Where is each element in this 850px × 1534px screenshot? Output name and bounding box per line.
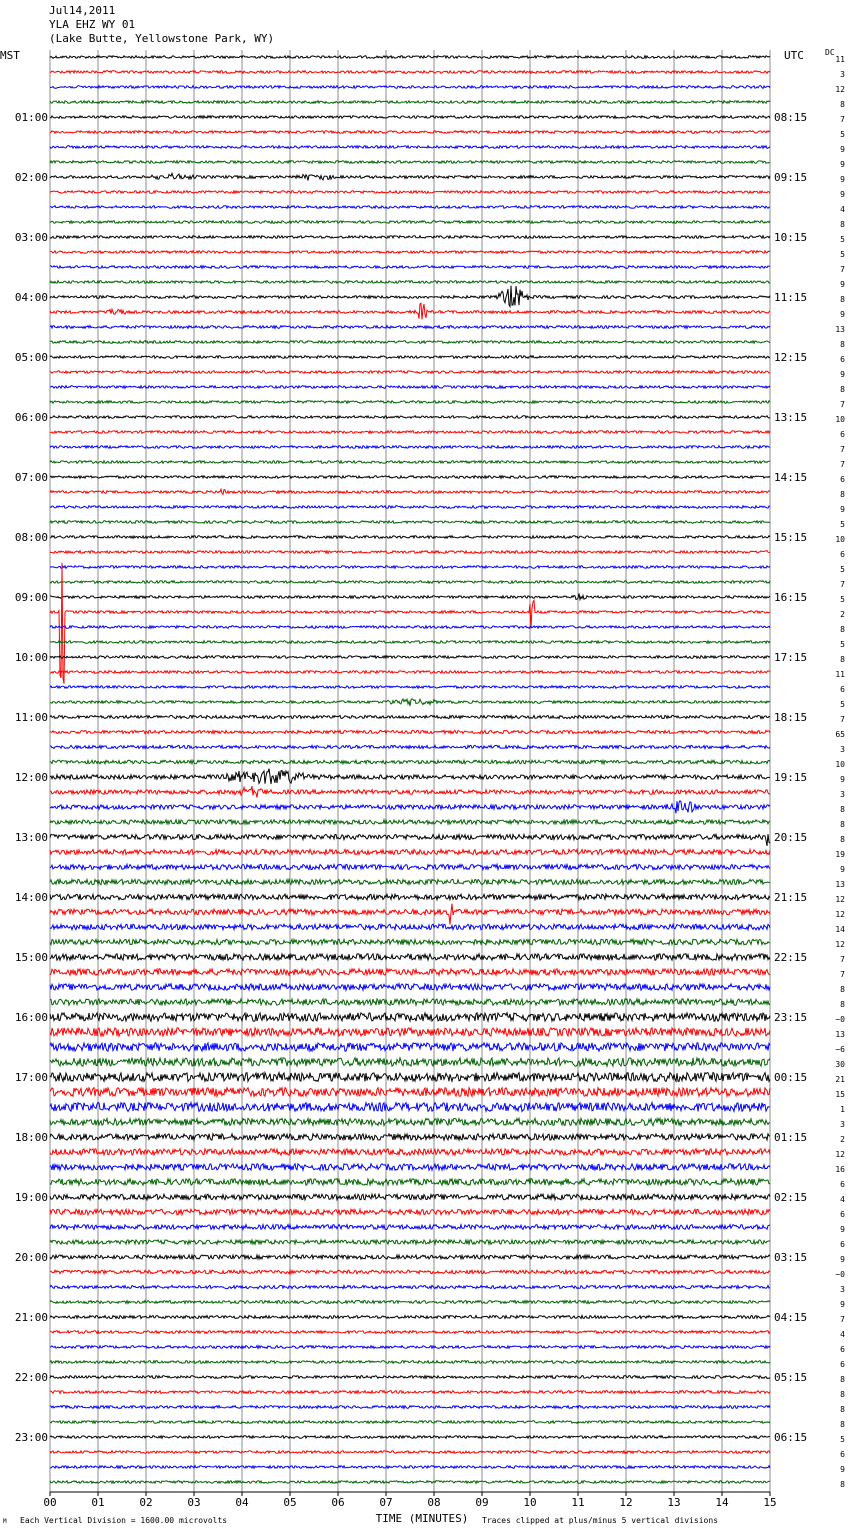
trace-83 xyxy=(50,1301,770,1304)
dc-offset-label: 9 xyxy=(840,775,845,784)
trace-91 xyxy=(50,1421,770,1424)
dc-offset-label: 6 xyxy=(840,1180,845,1189)
dc-offset-label: 8 xyxy=(840,655,845,664)
trace-13 xyxy=(50,251,770,254)
seismic-traces xyxy=(50,56,770,1484)
trace-2 xyxy=(50,86,770,89)
trace-51 xyxy=(50,820,770,824)
trace-7 xyxy=(50,161,770,164)
trace-38 xyxy=(50,626,770,629)
right-timezone-label: UTC xyxy=(784,49,804,62)
trace-43 xyxy=(50,699,770,706)
trace-72 xyxy=(50,1134,770,1140)
trace-85 xyxy=(50,1331,770,1334)
left-hour-label: 02:00 xyxy=(14,171,48,184)
trace-16 xyxy=(50,286,770,307)
dc-offset-label: 7 xyxy=(840,400,845,409)
dc-offset-label: 15 xyxy=(835,1090,845,1099)
trace-87 xyxy=(50,1361,770,1364)
dc-offset-label: −0 xyxy=(835,1270,845,1279)
dc-offset-label: 3 xyxy=(840,1120,845,1129)
right-hour-label: 06:15 xyxy=(774,1431,808,1444)
dc-offset-label: 65 xyxy=(835,730,845,739)
trace-35 xyxy=(50,581,770,584)
x-tick-label: 03 xyxy=(187,1496,201,1509)
trace-76 xyxy=(50,1194,770,1200)
dc-offset-label: 8 xyxy=(840,1420,845,1429)
dc-offset-label: 5 xyxy=(840,520,845,529)
dc-offset-label: 10 xyxy=(835,760,845,769)
dc-offset-label: 9 xyxy=(840,1465,845,1474)
trace-6 xyxy=(50,146,770,149)
trace-68 xyxy=(50,1073,770,1082)
dc-offset-label: 6 xyxy=(840,475,845,484)
dc-offset-label: 7 xyxy=(840,580,845,589)
trace-57 xyxy=(50,904,770,925)
dc-label: DC xyxy=(825,48,835,57)
time-labels xyxy=(15,55,845,1489)
trace-73 xyxy=(50,1149,770,1155)
dc-offset-label: 7 xyxy=(840,115,845,124)
trace-93 xyxy=(50,1451,770,1454)
trace-31 xyxy=(50,521,770,524)
right-hour-label: 00:15 xyxy=(774,1071,808,1084)
dc-offset-label: 8 xyxy=(840,490,845,499)
trace-70 xyxy=(50,1103,770,1112)
trace-58 xyxy=(50,924,770,930)
dc-offset-label: 5 xyxy=(840,1435,845,1444)
x-tick-label: 02 xyxy=(139,1496,153,1509)
left-hour-label: 12:00 xyxy=(14,771,48,784)
trace-44 xyxy=(50,715,770,718)
dc-offset-label: 4 xyxy=(840,205,845,214)
left-hour-label: 22:00 xyxy=(14,1371,48,1384)
dc-offset-label: 1 xyxy=(840,1105,845,1114)
trace-55 xyxy=(50,879,770,884)
x-tick-label: 09 xyxy=(475,1496,489,1509)
dc-offset-label: 7 xyxy=(840,715,845,724)
dc-offset-label: 6 xyxy=(840,1450,845,1459)
dc-offset-label: 9 xyxy=(840,1255,845,1264)
dc-offset-label: 7 xyxy=(840,970,845,979)
dc-offset-label: 21 xyxy=(835,1075,845,1084)
trace-63 xyxy=(50,999,770,1005)
x-tick-label: 04 xyxy=(235,1496,249,1509)
dc-offset-label: 8 xyxy=(840,1390,845,1399)
right-hour-label: 02:15 xyxy=(774,1191,808,1204)
dc-offset-label: 6 xyxy=(840,430,845,439)
dc-offset-label: 8 xyxy=(840,835,845,844)
dc-offset-label: −0 xyxy=(835,1015,845,1024)
right-hour-label: 04:15 xyxy=(774,1311,808,1324)
dc-offset-label: 5 xyxy=(840,250,845,259)
dc-offset-label: 8 xyxy=(840,985,845,994)
trace-34 xyxy=(50,566,770,569)
trace-81 xyxy=(50,1270,770,1274)
right-hour-label: 09:15 xyxy=(774,171,808,184)
x-tick-label: 07 xyxy=(379,1496,393,1509)
x-tick-label: 10 xyxy=(523,1496,537,1509)
x-tick-label: 08 xyxy=(427,1496,441,1509)
right-hour-label: 12:15 xyxy=(774,351,808,364)
right-hour-label: 19:15 xyxy=(774,771,808,784)
trace-47 xyxy=(50,760,770,764)
dc-offset-label: 3 xyxy=(840,1285,845,1294)
trace-56 xyxy=(50,894,770,900)
dc-offset-label: 8 xyxy=(840,385,845,394)
dc-offset-label: 3 xyxy=(840,790,845,799)
right-hour-label: 23:15 xyxy=(774,1011,808,1024)
dc-offset-label: 8 xyxy=(840,1000,845,1009)
trace-4 xyxy=(50,116,770,119)
trace-11 xyxy=(50,221,770,224)
trace-75 xyxy=(50,1179,770,1185)
dc-offset-label: 9 xyxy=(840,865,845,874)
right-hour-label: 15:15 xyxy=(774,531,808,544)
right-hour-label: 14:15 xyxy=(774,471,808,484)
footer-clip-note: Traces clipped at plus/minus 5 vertical divisions xyxy=(482,1516,719,1525)
trace-92 xyxy=(50,1436,770,1439)
trace-71 xyxy=(50,1118,770,1125)
dc-offset-label: 8 xyxy=(840,295,845,304)
right-hour-label: 05:15 xyxy=(774,1371,808,1384)
left-hour-label: 07:00 xyxy=(14,471,48,484)
trace-86 xyxy=(50,1346,770,1349)
dc-offset-label: 9 xyxy=(840,280,845,289)
left-hour-label: 06:00 xyxy=(14,411,48,424)
right-hour-label: 01:15 xyxy=(774,1131,808,1144)
x-axis-title: TIME (MINUTES) xyxy=(375,1512,469,1525)
trace-29 xyxy=(50,489,770,494)
dc-offset-label: 8 xyxy=(840,220,845,229)
left-hour-label: 19:00 xyxy=(14,1191,48,1204)
left-hour-label: 01:00 xyxy=(14,111,48,124)
trace-49 xyxy=(50,786,770,797)
dc-offset-label: 8 xyxy=(840,340,845,349)
trace-3 xyxy=(50,101,770,104)
dc-offset-label: 6 xyxy=(840,1360,845,1369)
dc-offset-label: 9 xyxy=(840,145,845,154)
trace-46 xyxy=(50,745,770,748)
x-tick-label: 13 xyxy=(667,1496,681,1509)
trace-45 xyxy=(50,730,770,733)
right-hour-label: 21:15 xyxy=(774,891,808,904)
dc-offset-label: 4 xyxy=(840,1330,845,1339)
trace-23 xyxy=(50,401,770,404)
x-tick-label: 06 xyxy=(331,1496,345,1509)
trace-5 xyxy=(50,131,770,134)
dc-offset-label: 11 xyxy=(835,670,845,679)
dc-offset-label: 7 xyxy=(840,1315,845,1324)
dc-offset-label: 5 xyxy=(840,700,845,709)
trace-61 xyxy=(50,969,770,975)
dc-offset-label: 4 xyxy=(840,1195,845,1204)
right-hour-label: 03:15 xyxy=(774,1251,808,1264)
dc-offset-label: 8 xyxy=(840,625,845,634)
trace-67 xyxy=(50,1058,770,1066)
trace-84 xyxy=(50,1316,770,1319)
dc-offset-label: 6 xyxy=(840,685,845,694)
trace-18 xyxy=(50,326,770,329)
dc-offset-label: 13 xyxy=(835,880,845,889)
trace-66 xyxy=(50,1043,770,1051)
dc-offset-label: 5 xyxy=(840,130,845,139)
dc-offset-label: 7 xyxy=(840,460,845,469)
dc-offset-label: 6 xyxy=(840,1210,845,1219)
left-hour-label: 10:00 xyxy=(14,651,48,664)
dc-offset-label: 3 xyxy=(840,70,845,79)
x-tick-label: 05 xyxy=(283,1496,297,1509)
left-hour-label: 21:00 xyxy=(14,1311,48,1324)
dc-offset-label: 12 xyxy=(835,910,845,919)
right-hour-label: 16:15 xyxy=(774,591,808,604)
left-hour-label: 14:00 xyxy=(14,891,48,904)
dc-offset-label: 9 xyxy=(840,175,845,184)
dc-offset-label: 7 xyxy=(840,445,845,454)
left-hour-label: 20:00 xyxy=(14,1251,48,1264)
trace-17 xyxy=(50,303,770,319)
trace-25 xyxy=(50,431,770,434)
trace-32 xyxy=(50,536,770,539)
dc-offset-label: 8 xyxy=(840,1375,845,1384)
trace-37 xyxy=(50,563,770,684)
dc-offset-label: 6 xyxy=(840,1345,845,1354)
x-tick-label: 15 xyxy=(763,1496,777,1509)
dc-offset-label: 19 xyxy=(835,850,845,859)
right-hour-label: 13:15 xyxy=(774,411,808,424)
trace-27 xyxy=(50,461,770,464)
chart-location: (Lake Butte, Yellowstone Park, WY) xyxy=(49,32,275,45)
trace-54 xyxy=(50,864,770,869)
trace-80 xyxy=(50,1255,770,1259)
trace-48 xyxy=(50,769,770,785)
dc-offset-label: 2 xyxy=(840,610,845,619)
left-hour-label: 04:00 xyxy=(14,291,48,304)
left-hour-label: 05:00 xyxy=(14,351,48,364)
left-hour-label: 03:00 xyxy=(14,231,48,244)
trace-64 xyxy=(50,1013,770,1021)
trace-95 xyxy=(50,1481,770,1484)
left-hour-label: 13:00 xyxy=(14,831,48,844)
trace-89 xyxy=(50,1391,770,1394)
dc-offset-label: 10 xyxy=(835,535,845,544)
dc-offset-label: 9 xyxy=(840,1300,845,1309)
trace-94 xyxy=(50,1466,770,1469)
chart-date: Jul14,2011 xyxy=(49,4,116,17)
trace-65 xyxy=(50,1028,770,1036)
trace-62 xyxy=(50,984,770,990)
left-hour-label: 16:00 xyxy=(14,1011,48,1024)
x-tick-label: 12 xyxy=(619,1496,633,1509)
trace-77 xyxy=(50,1209,770,1215)
dc-offset-label: 6 xyxy=(840,355,845,364)
left-hour-label: 17:00 xyxy=(14,1071,48,1084)
dc-offset-label: 10 xyxy=(835,415,845,424)
right-hour-label: 10:15 xyxy=(774,231,808,244)
chart-station: YLA EHZ WY 01 xyxy=(49,18,136,31)
dc-offset-label: 6 xyxy=(840,550,845,559)
dc-offset-label: 5 xyxy=(840,235,845,244)
right-hour-label: 20:15 xyxy=(774,831,808,844)
left-hour-label: 08:00 xyxy=(14,531,48,544)
trace-40 xyxy=(50,656,770,659)
dc-offset-label: 5 xyxy=(840,595,845,604)
time-axis xyxy=(43,1492,776,1509)
dc-offset-label: 9 xyxy=(840,310,845,319)
dc-offset-label: 2 xyxy=(840,1135,845,1144)
left-timezone-label: MST xyxy=(0,49,20,62)
trace-8 xyxy=(50,173,770,180)
dc-offset-label: 12 xyxy=(835,940,845,949)
dc-offset-label: 11 xyxy=(835,55,845,64)
right-hour-label: 18:15 xyxy=(774,711,808,724)
dc-offset-label: 8 xyxy=(840,100,845,109)
trace-39 xyxy=(50,641,770,644)
dc-offset-label: 5 xyxy=(840,640,845,649)
trace-10 xyxy=(50,206,770,209)
trace-42 xyxy=(50,686,770,689)
left-hour-label: 11:00 xyxy=(14,711,48,724)
left-hour-label: 23:00 xyxy=(14,1431,48,1444)
dc-offset-label: 9 xyxy=(840,190,845,199)
right-hour-label: 08:15 xyxy=(774,111,808,124)
dc-offset-label: 7 xyxy=(840,955,845,964)
trace-21 xyxy=(50,371,770,374)
footer-mark: M xyxy=(3,1518,7,1525)
trace-0 xyxy=(50,56,770,59)
dc-offset-label: 9 xyxy=(840,160,845,169)
footer-scale-note: Each Vertical Division = 1600.00 microvolts xyxy=(20,1516,228,1525)
dc-offset-label: 13 xyxy=(835,1030,845,1039)
left-hour-label: 18:00 xyxy=(14,1131,48,1144)
dc-offset-label: 12 xyxy=(835,895,845,904)
x-tick-label: 14 xyxy=(715,1496,729,1509)
trace-78 xyxy=(50,1225,770,1230)
trace-1 xyxy=(50,71,770,74)
dc-offset-label: 7 xyxy=(840,265,845,274)
dc-offset-label: 12 xyxy=(835,85,845,94)
trace-41 xyxy=(50,671,770,674)
x-tick-label: 01 xyxy=(91,1496,105,1509)
dc-offset-label: 30 xyxy=(835,1060,845,1069)
trace-22 xyxy=(50,386,770,389)
left-hour-label: 15:00 xyxy=(14,951,48,964)
right-hour-label: 17:15 xyxy=(774,651,808,664)
right-hour-label: 22:15 xyxy=(774,951,808,964)
dc-offset-label: 9 xyxy=(840,505,845,514)
right-hour-label: 11:15 xyxy=(774,291,808,304)
trace-28 xyxy=(50,476,770,479)
dc-offset-label: 8 xyxy=(840,820,845,829)
trace-50 xyxy=(50,801,770,814)
dc-offset-label: 8 xyxy=(840,1405,845,1414)
dc-offset-label: 9 xyxy=(840,370,845,379)
trace-88 xyxy=(50,1376,770,1379)
trace-52 xyxy=(50,834,770,846)
dc-offset-label: 9 xyxy=(840,1225,845,1234)
dc-offset-label: 6 xyxy=(840,1240,845,1249)
trace-19 xyxy=(50,341,770,344)
trace-33 xyxy=(50,551,770,554)
left-hour-label: 09:00 xyxy=(14,591,48,604)
dc-offset-label: 8 xyxy=(840,1480,845,1489)
dc-offset-label: −6 xyxy=(835,1045,845,1054)
trace-74 xyxy=(50,1164,770,1170)
trace-36 xyxy=(50,594,770,600)
trace-79 xyxy=(50,1240,770,1244)
dc-offset-label: 16 xyxy=(835,1165,845,1174)
dc-offset-label: 12 xyxy=(835,1150,845,1159)
trace-12 xyxy=(50,236,770,239)
x-tick-label: 11 xyxy=(571,1496,585,1509)
dc-offset-label: 3 xyxy=(840,745,845,754)
trace-69 xyxy=(50,1088,770,1097)
trace-14 xyxy=(50,266,770,269)
trace-20 xyxy=(50,356,770,359)
trace-24 xyxy=(50,416,770,419)
dc-offset-label: 13 xyxy=(835,325,845,334)
trace-26 xyxy=(50,446,770,449)
trace-90 xyxy=(50,1406,770,1409)
trace-53 xyxy=(50,849,770,854)
trace-15 xyxy=(50,281,770,284)
trace-59 xyxy=(50,939,770,945)
trace-30 xyxy=(50,506,770,509)
dc-offset-label: 14 xyxy=(835,925,845,934)
x-tick-label: 00 xyxy=(43,1496,57,1509)
trace-9 xyxy=(50,191,770,194)
dc-offset-label: 5 xyxy=(840,565,845,574)
dc-offset-label: 8 xyxy=(840,805,845,814)
trace-60 xyxy=(50,954,770,960)
trace-82 xyxy=(50,1285,770,1288)
